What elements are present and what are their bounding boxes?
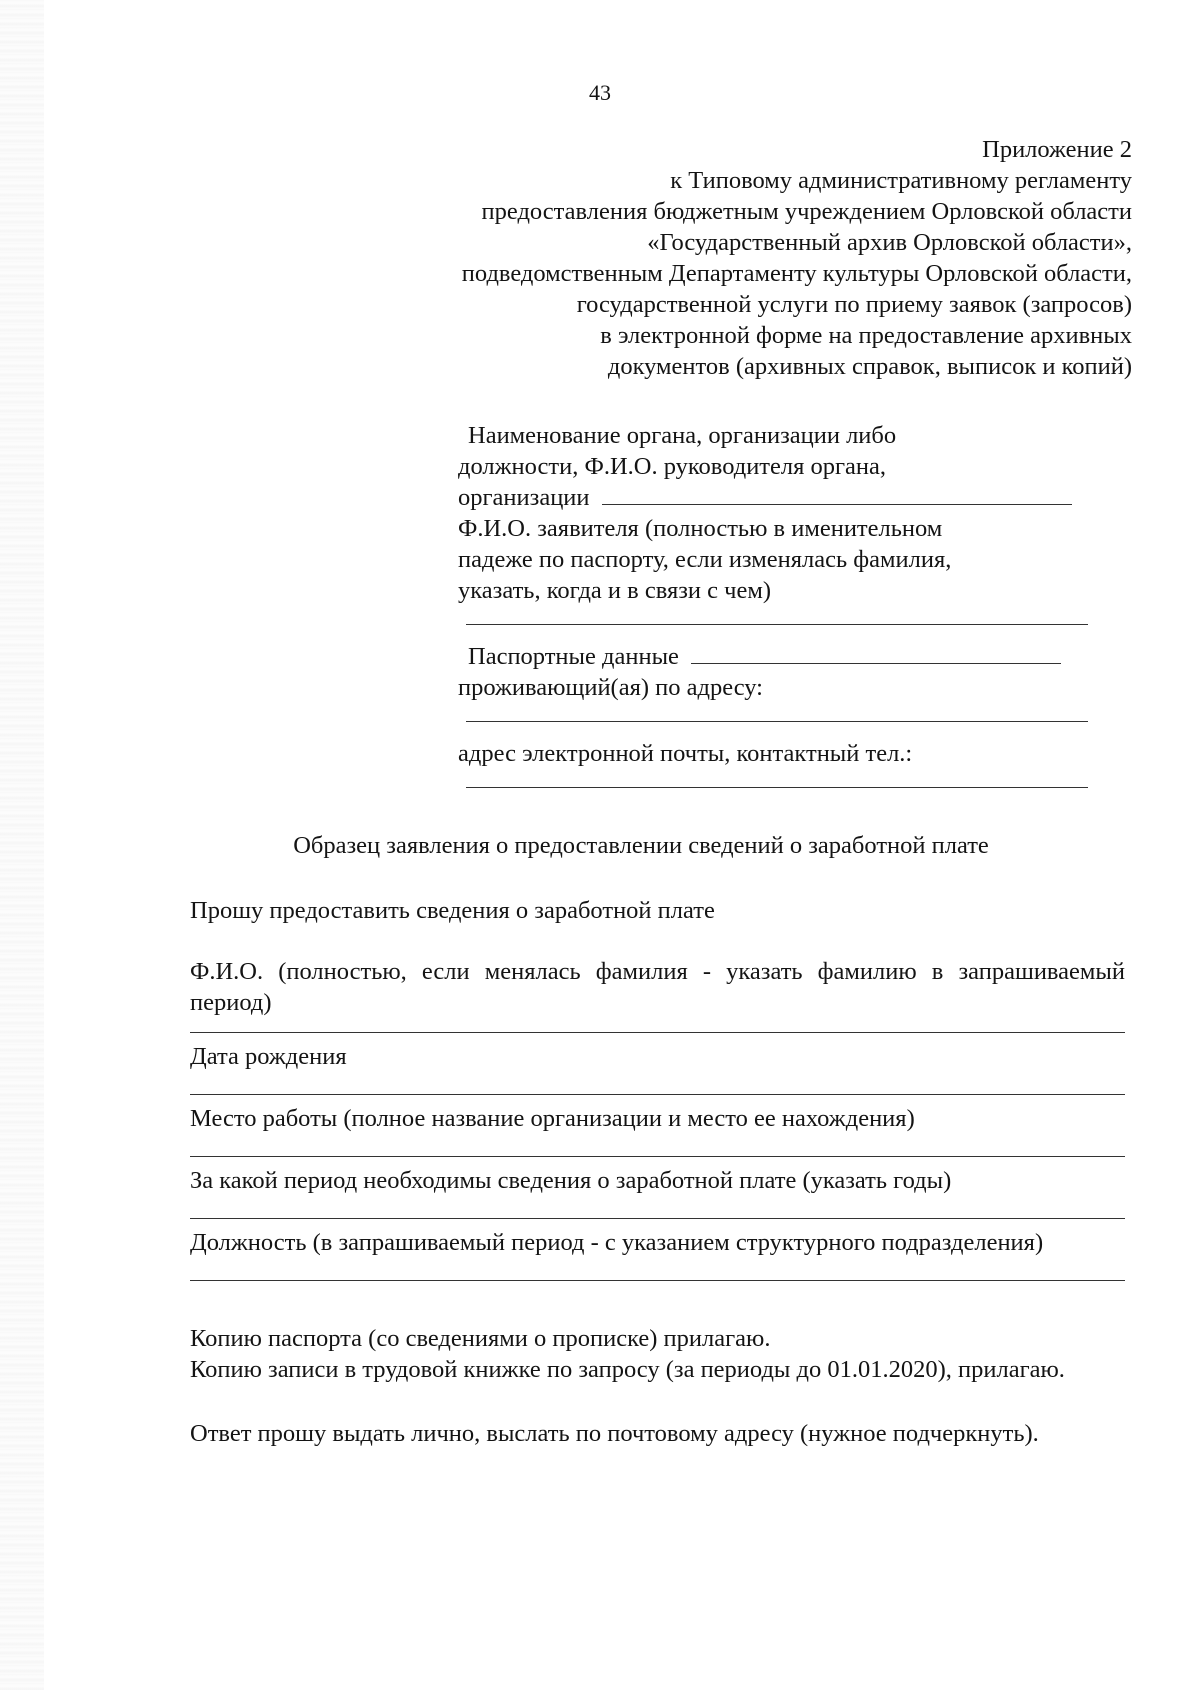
- passport-copy-text: Копию паспорта (со сведениями о прописке) прилагаю.: [190, 1325, 771, 1352]
- request-text: Прошу предоставить сведения о заработной плате: [190, 897, 715, 924]
- workbook-copy-text: Копию записи в трудовой книжке по запросу (за периоды до 01.01.2020), прилагаю.: [190, 1356, 1065, 1383]
- applicant-fill-line[interactable]: [466, 610, 1088, 625]
- form-title: Образец заявления о предоставлении сведений о заработной плате: [293, 832, 989, 859]
- address-block: [458, 420, 1098, 804]
- appendix-header: [332, 134, 1132, 382]
- birth-date-fill-line[interactable]: [190, 1080, 1125, 1095]
- org-field-row: [458, 482, 1098, 513]
- birth-date-label: Дата рождения: [190, 1043, 347, 1070]
- position-fill-line[interactable]: [190, 1266, 1125, 1281]
- contacts-label: адрес электронной почты, контактный тел.:: [458, 740, 913, 767]
- appendix-line: подведомственным Департаменту культуры Орловской области,: [461, 260, 1132, 287]
- applicant-label-line: Ф.И.О. заявителя (полностью в именительном: [458, 515, 943, 542]
- appendix-line: документов (архивных справок, выписок и копий): [607, 353, 1132, 380]
- fio-fill-line[interactable]: [190, 1018, 1125, 1033]
- page-number: 43: [589, 80, 611, 105]
- appendix-line: Приложение 2: [982, 136, 1132, 163]
- period-label: За какой период необходимы сведения о заработной плате (указать годы): [190, 1167, 952, 1194]
- org-label-line: организации: [458, 484, 590, 511]
- position-label: Должность (в запрашиваемый период - с указанием структурного подразделения): [190, 1229, 1044, 1256]
- appendix-line: в электронной форме на предоставление архивных: [600, 322, 1132, 349]
- answer-delivery-text: Ответ прошу выдать лично, выслать по почтовому адресу (нужное подчеркнуть).: [190, 1420, 1039, 1447]
- workplace-label: Место работы (полное название организации и место ее нахождения): [190, 1105, 915, 1132]
- appendix-line: к Типовому административному регламенту: [670, 167, 1132, 194]
- org-label-line: должности, Ф.И.О. руководителя органа,: [458, 453, 887, 480]
- applicant-label-line: падеже по паспорту, если изменялась фамилия,: [458, 546, 952, 573]
- workplace-fill-line[interactable]: [190, 1142, 1125, 1157]
- passport-field-row: [458, 641, 1098, 672]
- form-body: [190, 895, 1125, 1449]
- org-label-line: Наименование органа, организации либо: [468, 422, 897, 449]
- appendix-line: предоставления бюджетным учреждением Орловской области: [481, 198, 1132, 225]
- spacer: [190, 1289, 1125, 1323]
- passport-fill-line[interactable]: [691, 643, 1061, 664]
- spacer: [190, 1385, 1125, 1418]
- period-fill-line[interactable]: [190, 1204, 1125, 1219]
- fio-field-label: Ф.И.О. (полностью, если менялась фамилия - указать фамилию в запрашиваемый период): [190, 958, 1125, 1016]
- residence-fill-line[interactable]: [466, 707, 1088, 722]
- org-fill-line[interactable]: [602, 484, 1072, 505]
- appendix-line: «Государственный архив Орловской области»,: [647, 229, 1132, 256]
- appendix-line: государственной услуги по приему заявок (запросов): [576, 291, 1132, 318]
- passport-label: Паспортные данные: [468, 643, 679, 670]
- residing-label: проживающий(ая) по адресу:: [458, 674, 763, 701]
- contacts-fill-line[interactable]: [466, 773, 1088, 788]
- applicant-label-line: указать, когда и в связи с чем): [458, 577, 771, 604]
